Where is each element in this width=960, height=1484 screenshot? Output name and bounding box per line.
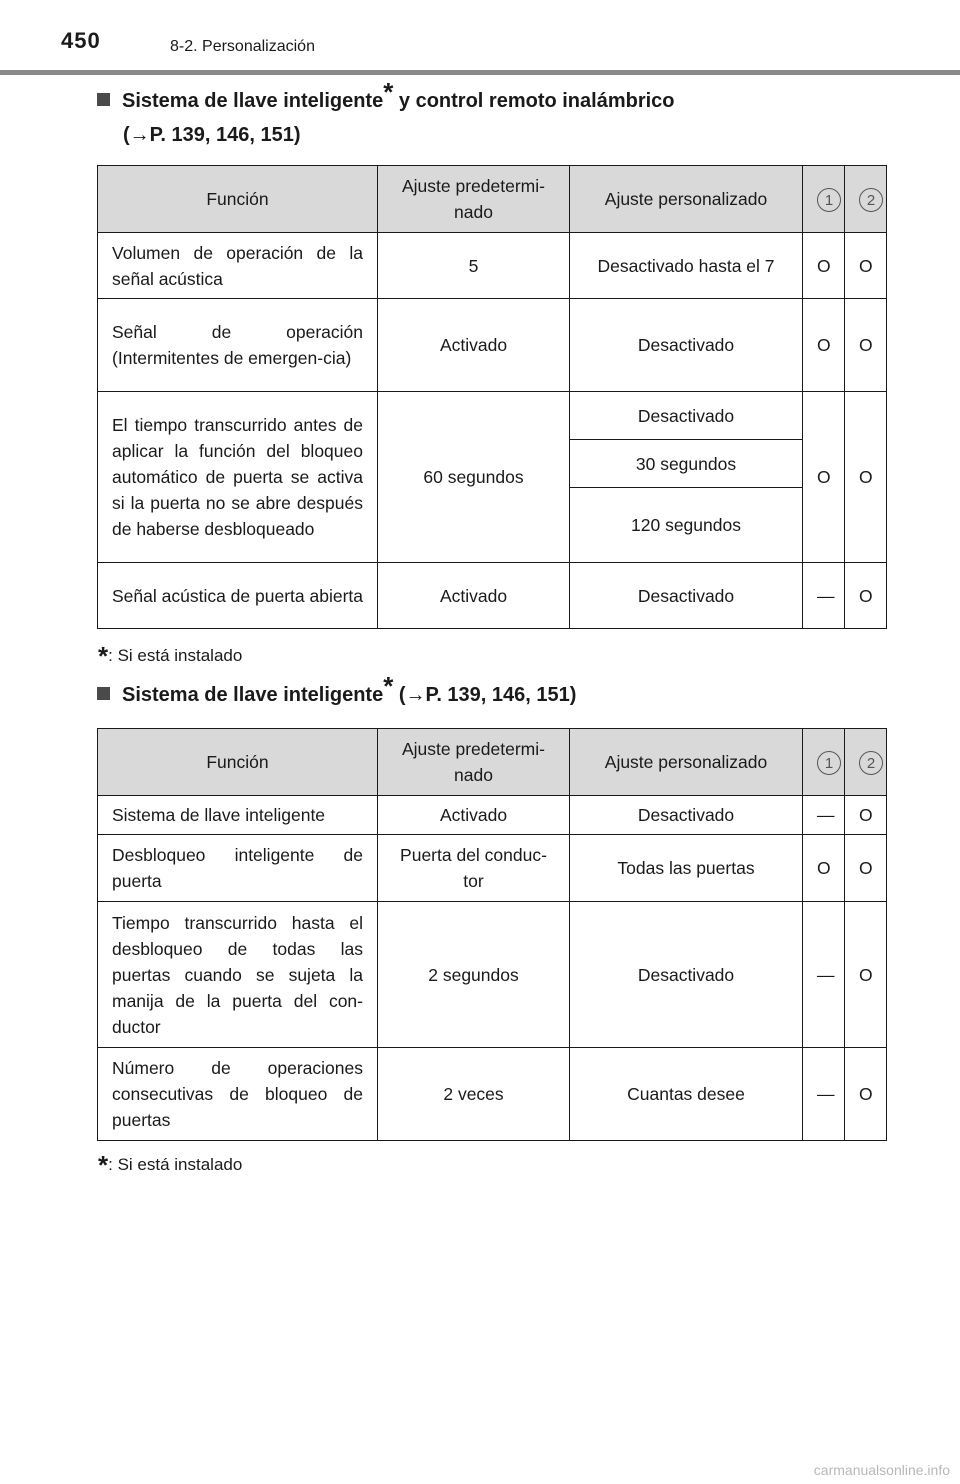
table-row <box>98 392 887 440</box>
table-row <box>98 835 887 902</box>
mark-cell-2: O <box>845 1048 887 1141</box>
mark-cell-1: O <box>803 233 845 299</box>
function-cell: Tiempo transcurrido hasta el desbloqueo de todas las puertas cuando se sujeta la manija de la puerta del con-ductor <box>98 902 378 1048</box>
mark-cell-2: O <box>845 835 887 902</box>
mark-cell-1: — <box>803 563 845 629</box>
section-title: 8-2. Personalización <box>170 38 315 55</box>
header-divider <box>0 70 960 75</box>
column-header-custom: Ajuste personalizado <box>570 166 803 233</box>
column-header-function: Función <box>98 166 378 233</box>
table-row <box>98 233 887 299</box>
mark-cell-1: — <box>803 902 845 1048</box>
default-cell: 2 segundos <box>378 902 570 1048</box>
mark-cell-2: O <box>845 563 887 629</box>
mark-cell-2: O <box>845 299 887 392</box>
square-bullet-icon <box>97 687 110 700</box>
column-header-default: Ajuste predetermi-nado <box>378 729 570 796</box>
column-header-default: Ajuste predetermi-nado <box>378 166 570 233</box>
footnote-1: *: Si está instalado <box>98 641 243 671</box>
default-cell: Activado <box>378 563 570 629</box>
section1-heading: Sistema de llave inteligente* y control remoto inalámbrico (→P. 139, 146, 151) <box>97 84 675 152</box>
section2-heading: Sistema de llave inteligente* (→P. 139, 146, 151) <box>97 678 576 712</box>
table-row <box>98 902 887 1048</box>
footnote-2: *: Si está instalado <box>98 1150 243 1180</box>
custom-option-cell: Desactivado <box>570 392 803 440</box>
page-reference: (→P. 139, 146, 151) <box>123 124 301 146</box>
circled-number-2-icon: 2 <box>859 188 883 212</box>
mark-cell-2: O <box>845 902 887 1048</box>
mark-cell-2: O <box>845 233 887 299</box>
watermark: carmanualsonline.info <box>813 1462 950 1478</box>
mark-cell-2: O <box>845 796 887 835</box>
table-row <box>98 1048 887 1141</box>
mark-cell-1: O <box>803 299 845 392</box>
custom-cell: Desactivado <box>570 902 803 1048</box>
custom-cell: Desactivado <box>570 299 803 392</box>
default-cell: Activado <box>378 796 570 835</box>
column-header-2 <box>845 166 887 233</box>
custom-cell: Desactivado <box>570 796 803 835</box>
default-cell: 60 segundos <box>378 392 570 563</box>
function-cell: El tiempo transcurrido antes de aplicar la función del bloqueo automático de puerta se activa si la puerta no se abre después de haberse desbloqueado <box>98 392 378 563</box>
footnote-marker: * <box>383 77 394 107</box>
default-cell: Activado <box>378 299 570 392</box>
table-header-row <box>98 166 887 233</box>
column-header-custom: Ajuste personalizado <box>570 729 803 796</box>
function-cell: Señal de operación (Intermitentes de emergen-cia) <box>98 299 378 392</box>
table-header-row <box>98 729 887 796</box>
function-cell: Desbloqueo inteligente de puerta <box>98 835 378 902</box>
page-header <box>0 0 960 76</box>
table-row <box>98 563 887 629</box>
custom-cell: Cuantas desee <box>570 1048 803 1141</box>
function-cell: Sistema de llave inteligente <box>98 796 378 835</box>
circled-number-1-icon: 1 <box>817 188 841 212</box>
footnote-marker: * <box>383 671 394 701</box>
mark-cell-1: O <box>803 392 845 563</box>
table-row <box>98 796 887 835</box>
mark-cell-1: — <box>803 796 845 835</box>
function-cell: Número de operaciones consecutivas de bloqueo de puertas <box>98 1048 378 1141</box>
column-header-1 <box>803 166 845 233</box>
custom-option-cell: 30 segundos <box>570 440 803 488</box>
default-cell: 5 <box>378 233 570 299</box>
footnote-marker: * <box>98 1150 109 1180</box>
function-cell: Señal acústica de puerta abierta <box>98 563 378 629</box>
custom-cell: Desactivado hasta el 7 <box>570 233 803 299</box>
custom-option-cell: 120 segundos <box>570 488 803 563</box>
function-cell: Volumen de operación de la señal acústica <box>98 233 378 299</box>
column-header-1 <box>803 729 845 796</box>
default-cell: Puerta del conduc-tor <box>378 835 570 902</box>
footnote-marker: * <box>98 641 109 671</box>
page-number: 450 <box>61 28 101 53</box>
mark-cell-2: O <box>845 392 887 563</box>
mark-cell-1: O <box>803 835 845 902</box>
circled-number-2-icon: 2 <box>859 751 883 775</box>
column-header-2 <box>845 729 887 796</box>
default-cell: 2 veces <box>378 1048 570 1141</box>
custom-cell: Desactivado <box>570 563 803 629</box>
table-row <box>98 299 887 392</box>
custom-cell: Todas las puertas <box>570 835 803 902</box>
square-bullet-icon <box>97 93 110 106</box>
circled-number-1-icon: 1 <box>817 751 841 775</box>
settings-table-2 <box>97 728 887 1141</box>
settings-table-1 <box>97 165 887 629</box>
column-header-function: Función <box>98 729 378 796</box>
mark-cell-1: — <box>803 1048 845 1141</box>
